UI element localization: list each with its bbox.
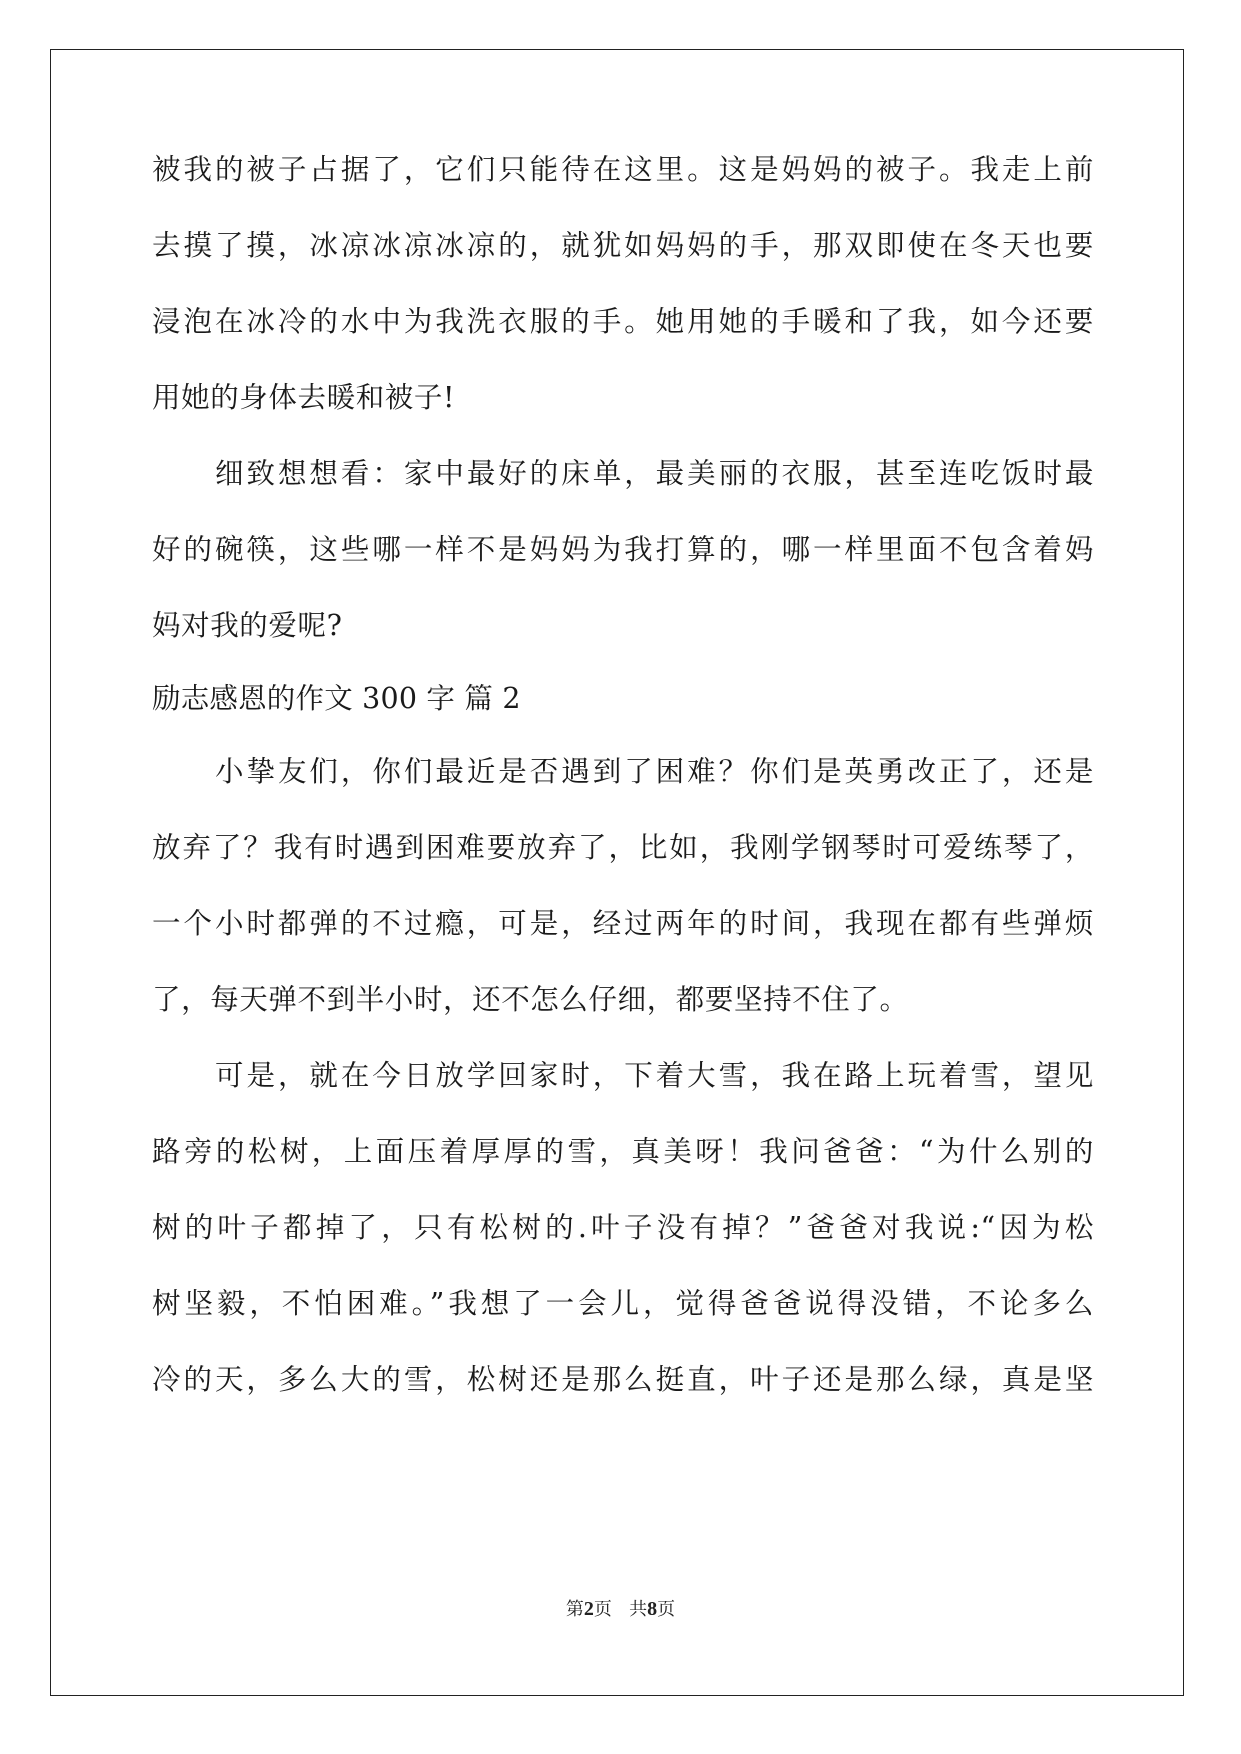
text-line: 一个小时都弹的不过瘾，可是，经过两年的时间，我现在都有些弹烦 bbox=[152, 907, 1094, 940]
footer-page-suffix: 页 bbox=[593, 1599, 612, 1620]
text-line: 冷的天，多么大的雪，松树还是那么挺直，叶子还是那么绿，真是坚 bbox=[152, 1363, 1094, 1396]
text-line: 用她的身体去暖和被子! bbox=[152, 381, 456, 414]
footer-prefix: 第 bbox=[565, 1599, 584, 1620]
text-line: 树坚毅，不怕困难。”我想了一会儿，觉得爸爸说得没错，不论多么 bbox=[152, 1287, 1094, 1320]
text-line: 树的叶子都掉了，只有松树的.叶子没有掉？”爸爸对我说:“因为松 bbox=[152, 1211, 1094, 1244]
text-line: 浸泡在冰冷的水中为我洗衣服的手。她用她的手暖和了我，如今还要 bbox=[152, 305, 1094, 338]
footer-total-prefix: 共 bbox=[629, 1599, 648, 1620]
total-page-count: 8 bbox=[647, 1598, 658, 1620]
text-line: 了，每天弹不到半小时，还不怎么仔细，都要坚持不住了。 bbox=[152, 983, 909, 1016]
page-border bbox=[50, 49, 1184, 1696]
text-line: 好的碗筷，这些哪一样不是妈妈为我打算的，哪一样里面不包含着妈 bbox=[152, 533, 1094, 566]
text-line: 可是，就在今日放学回家时，下着大雪，我在路上玩着雪，望见 bbox=[215, 1059, 1094, 1092]
page-footer bbox=[0, 1597, 1241, 1622]
text-line: 去摸了摸，冰凉冰凉冰凉的，就犹如妈妈的手，那双即使在冬天也要 bbox=[152, 229, 1094, 262]
text-line: 被我的被子占据了，它们只能待在这里。这是妈妈的被子。我走上前 bbox=[152, 153, 1094, 186]
footer-total-suffix: 页 bbox=[657, 1599, 676, 1620]
text-line: 小挚友们，你们最近是否遇到了困难？你们是英勇改正了，还是 bbox=[215, 755, 1094, 788]
text-line: 路旁的松树，上面压着厚厚的雪，真美呀！我问爸爸：“为什么别的 bbox=[152, 1135, 1094, 1168]
text-line: 细致想想看：家中最好的床单，最美丽的衣服，甚至连吃饭时最 bbox=[215, 457, 1094, 490]
current-page-number: 2 bbox=[583, 1598, 594, 1620]
text-line: 放弃了？我有时遇到困难要放弃了，比如，我刚学钢琴时可爱练琴了， bbox=[152, 831, 1094, 864]
text-line: 妈对我的爱呢? bbox=[152, 609, 343, 642]
section-heading: 励志感恩的作文 300 字 篇 2 bbox=[152, 682, 521, 715]
